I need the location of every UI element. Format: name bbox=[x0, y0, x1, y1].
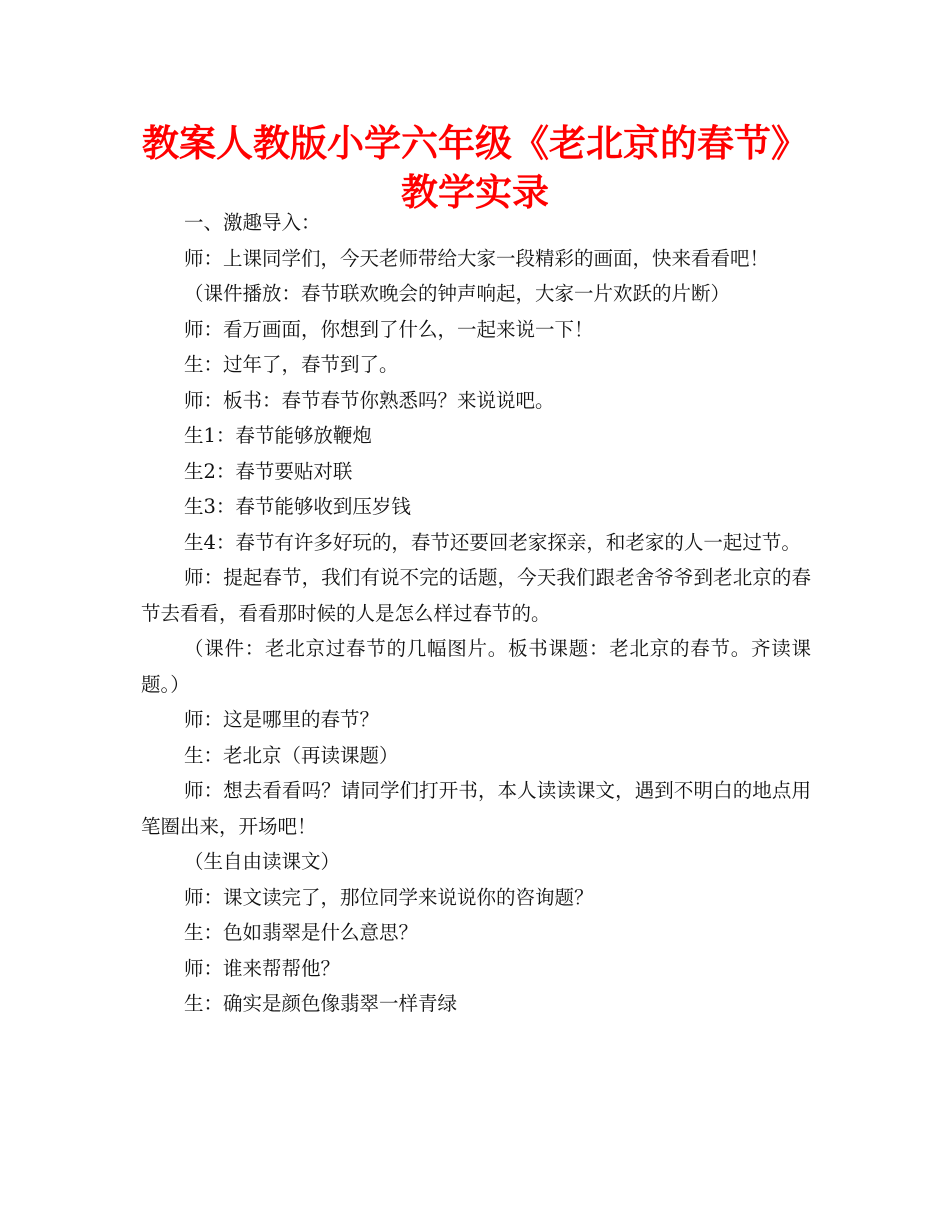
paragraph: 生：过年了，春节到了。 bbox=[184, 353, 399, 376]
document-title-line-2: 教学实录 bbox=[401, 171, 549, 214]
paragraph: 师：上课同学们，今天老师带给大家一段精彩的画面，快来看看吧！ bbox=[184, 246, 770, 270]
paragraph: 师：看万画面，你想到了什么，一起来说一下！ bbox=[184, 317, 594, 341]
document-title-line-1: 教案人教版小学六年级《老北京的春节》 bbox=[142, 122, 808, 165]
paragraph: 生2：春节要贴对联 bbox=[184, 459, 353, 483]
paragraph: 生4：春节有许多好玩的，春节还要回老家探亲，和老家的人一起过节。 bbox=[184, 530, 801, 554]
paragraph: 师：想去看看吗？请同学们打开书，本人读读课文，遇到不明白的地点用笔圈出来，开场吧！ bbox=[141, 779, 811, 838]
paragraph: 生：老北京（再读课题） bbox=[184, 743, 399, 767]
paragraph: 师：课文读完了，那位同学来说说你的咨询题？ bbox=[184, 885, 594, 909]
paragraph: 生：色如翡翠是什么意思？ bbox=[184, 921, 419, 944]
paragraph: （生自由读课文） bbox=[184, 850, 341, 873]
paragraph: 师：这是哪里的春节？ bbox=[184, 708, 380, 731]
paragraph: （课件播放：春节联欢晚会的钟声响起，大家一片欢跃的片断） bbox=[184, 282, 731, 305]
paragraph: 师：谁来帮帮他？ bbox=[184, 956, 341, 980]
paragraph: 生1：春节能够放鞭炮 bbox=[184, 424, 372, 447]
paragraph: 师：提起春节，我们有说不完的话题，今天我们跟老舍爷爷到老北京的春节去看看，看看那时候的人是怎么样过春节的。 bbox=[141, 566, 811, 625]
paragraph: 生3：春节能够收到压岁钱 bbox=[184, 495, 411, 518]
paragraph: 一、激趣导入： bbox=[184, 211, 321, 234]
paragraph: 师：板书：春节春节你熟悉吗？来说说吧。 bbox=[184, 388, 555, 412]
paragraph: 生：确实是颜色像翡翠一样青绿 bbox=[184, 992, 458, 1015]
document-body bbox=[141, 205, 811, 1022]
paragraph: （课件：老北京过春节的几幅图片。板书课题：老北京的春节。齐读课题。） bbox=[141, 637, 811, 696]
